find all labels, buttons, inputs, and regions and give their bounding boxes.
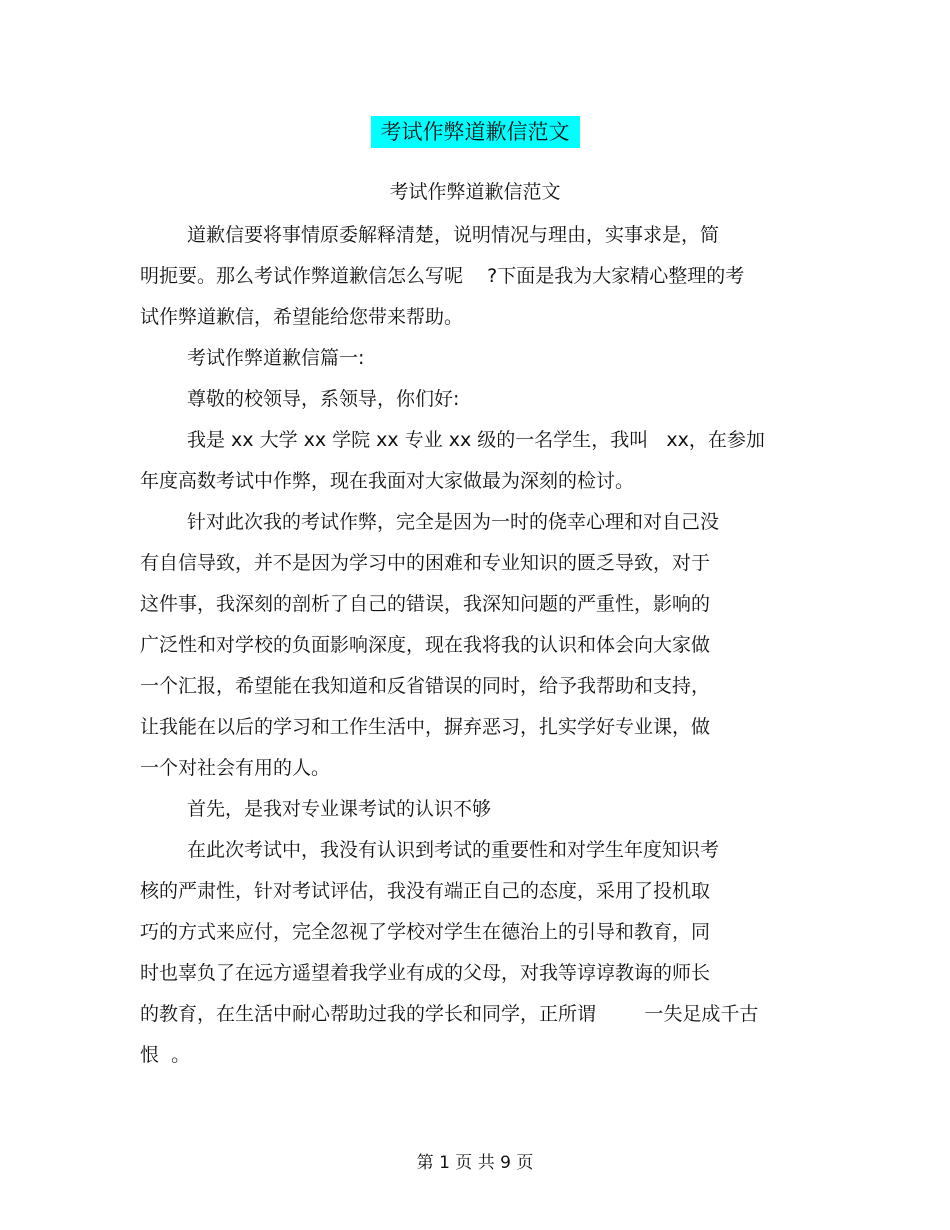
- body-line: 让我能在以后的学习和工作生活中，摒弃恶习，扎实学好专业课，做: [140, 716, 711, 738]
- page-number-footer: 第 1 页 共 9 页: [416, 1153, 534, 1173]
- body-line: 试作弊道歉信，希望能给您带来帮助。: [140, 306, 464, 328]
- body-line: 广泛性和对学校的负面影响深度，现在我将我的认识和体会向大家做: [140, 634, 711, 656]
- body-line: 在此次考试中，我没有认识到考试的重要性和对学生年度知识考: [187, 839, 720, 861]
- body-line: 恨 。: [140, 1044, 191, 1066]
- body-line: 道歉信要将事情原委解释清楚，说明情况与理由，实事求是，简: [187, 224, 720, 246]
- body-line: 一个汇报，希望能在我知道和反省错误的同时，给予我帮助和支持，: [140, 675, 711, 697]
- body-line: 年度高数考试中作弊，现在我面对大家做最为深刻的检讨。: [140, 470, 635, 492]
- document-title-text: 考试作弊道歉信范文: [371, 116, 580, 148]
- salutation: 尊敬的校领导，系领导，你们好:: [187, 388, 460, 410]
- body-line: 明扼要。那么考试作弊道歉信怎么写呢 ?下面是我为大家精心整理的考: [140, 265, 745, 287]
- body-line: 这件事，我深刻的剖析了自己的错误，我深知问题的严重性，影响的: [140, 593, 711, 615]
- document-subtitle: 考试作弊道歉信范文: [389, 181, 561, 203]
- body-line: 有自信导致，并不是因为学习中的困难和专业知识的匮乏导致，对于: [140, 552, 711, 574]
- document-body: [140, 218, 800, 1079]
- body-line: 我是 xx 大学 xx 学院 xx 专业 xx 级的一名学生，我叫 xx，在参加: [187, 429, 765, 451]
- body-line: 核的严肃性，针对考试评估，我没有端正自己的态度，采用了投机取: [140, 880, 711, 902]
- body-line: 的教育，在生活中耐心帮助过我的学长和同学，正所谓 一失足成千古: [140, 1003, 759, 1025]
- body-line: 时也辜负了在远方遥望着我学业有成的父母，对我等谆谆教诲的师长: [140, 962, 711, 984]
- document-title: [0, 116, 950, 148]
- section-heading: 考试作弊道歉信篇一:: [187, 347, 365, 369]
- body-line: 一个对社会有用的人。: [140, 757, 331, 779]
- body-line: 针对此次我的考试作弊，完全是因为一时的侥幸心理和对自己没: [187, 511, 720, 533]
- body-line: 巧的方式来应付，完全忽视了学校对学生在德治上的引导和教育，同: [140, 921, 711, 943]
- body-line: 首先，是我对专业课考试的认识不够: [187, 798, 492, 820]
